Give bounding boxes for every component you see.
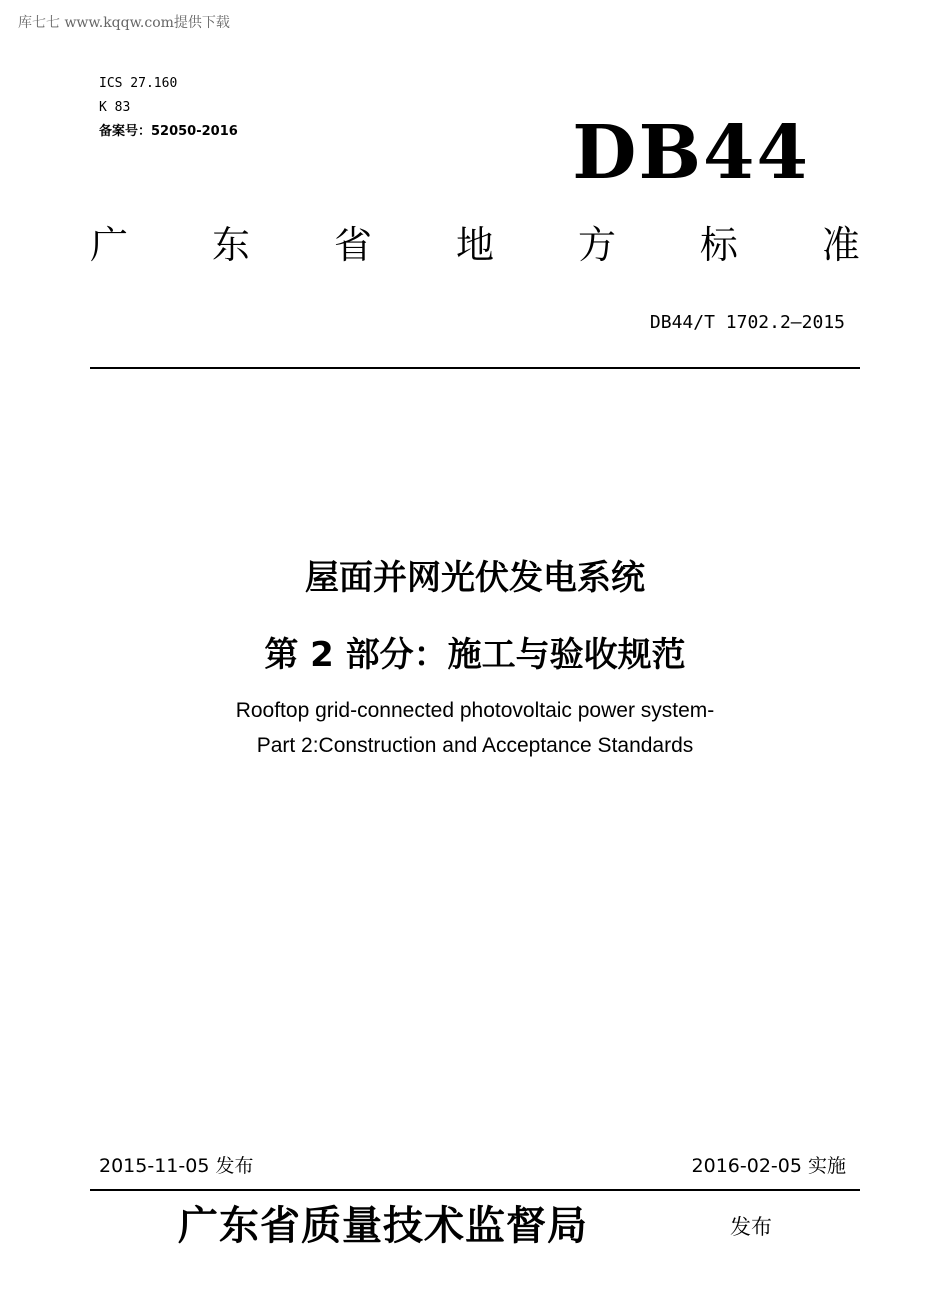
title-english-line1: Rooftop grid-connected photovoltaic power system- bbox=[235, 699, 715, 722]
provincial-standard-title bbox=[90, 220, 860, 270]
issuing-authority: 广东省质量技术监督局 bbox=[178, 1202, 588, 1249]
standard-mark: DB44 bbox=[572, 110, 810, 196]
title-char: 省 bbox=[333, 223, 372, 267]
bottom-divider bbox=[90, 1189, 860, 1191]
issue-date: 2015-11-05 发布 bbox=[99, 1155, 254, 1177]
implementation-date: 2016-02-05 实施 bbox=[691, 1155, 846, 1177]
filing-number: 备案号：52050-2016 bbox=[99, 124, 238, 139]
top-divider bbox=[90, 367, 860, 369]
title-char: 广 bbox=[90, 223, 129, 267]
title-english-line2: Part 2:Construction and Acceptance Standards bbox=[256, 734, 694, 757]
title-chinese-line1: 屋面并网光伏发电系统 bbox=[305, 558, 645, 598]
title-char: 东 bbox=[211, 223, 250, 267]
title-char: 方 bbox=[577, 223, 616, 267]
title-char: 标 bbox=[699, 223, 738, 267]
issuing-authority-suffix: 发布 bbox=[730, 1215, 772, 1239]
classification-code: K 83 bbox=[99, 100, 131, 115]
title-char: 准 bbox=[821, 223, 860, 267]
watermark-text: 库七七 www.kqqw.com提供下载 bbox=[18, 15, 230, 31]
title-chinese-line2: 第 2 部分：施工与验收规范 bbox=[264, 635, 686, 675]
ics-code: ICS 27.160 bbox=[99, 76, 178, 91]
standard-number: DB44/T 1702.2—2015 bbox=[649, 312, 845, 333]
title-char: 地 bbox=[455, 223, 494, 267]
